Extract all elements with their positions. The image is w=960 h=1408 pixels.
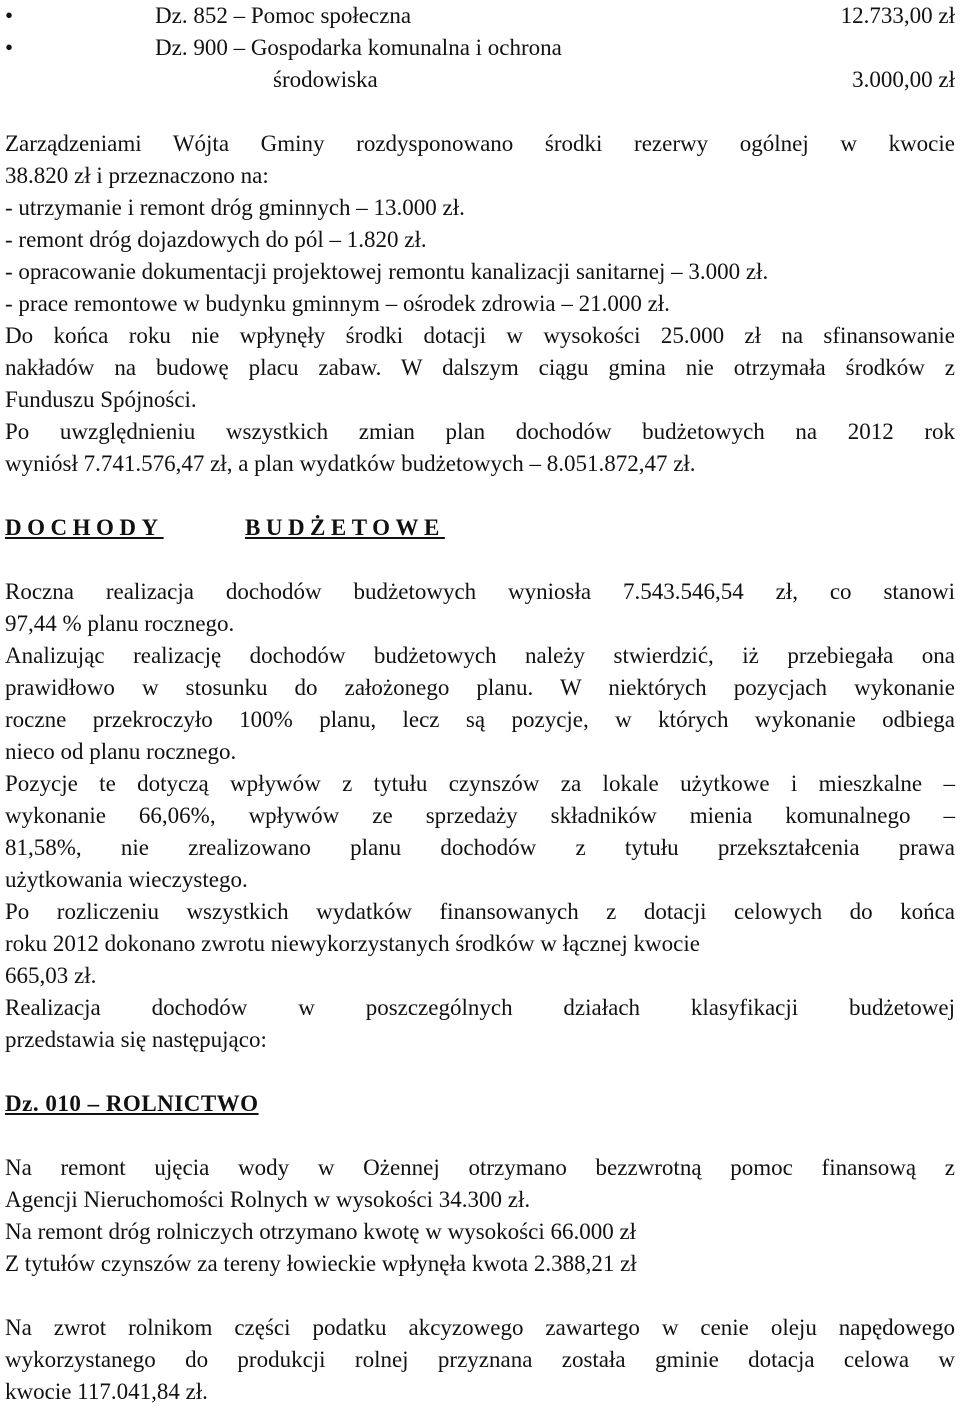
text-line: Po rozliczeniu wszystkich wydatków finansowanych z dotacji celowych do końca	[5, 899, 955, 924]
text-line: Zarządzeniami Wójta Gminy rozdysponowano środki rezerwy ogólnej w kwocie	[5, 131, 955, 156]
text-line: wykonanie 66,06%, wpływów ze sprzedaży składników mienia komunalnego –	[5, 803, 955, 828]
list-item	[5, 32, 955, 64]
list-item-label-continued: środowiska	[273, 67, 378, 92]
bullet-icon: •	[5, 3, 14, 28]
list-item	[5, 0, 955, 32]
bullet-icon: •	[5, 35, 14, 60]
text-line: roku 2012 dokonano zwrotu niewykorzystanych środków w łącznej kwocie	[5, 931, 700, 956]
text-line: Do końca roku nie wpłynęły środki dotacji w wysokości 25.000 zł na sfinansowanie	[5, 323, 955, 348]
section-heading-text: Dz. 010 – ROLNICTWO	[5, 1091, 259, 1116]
section-title-part: DOCHODY	[5, 515, 164, 540]
text-line: przedstawia się następująco:	[5, 1027, 267, 1052]
text-line: Na zwrot rolnikom części podatku akcyzowego zawartego w cenie oleju napędowego	[5, 1315, 955, 1340]
section-title-part: BUDŻETOWE	[245, 515, 445, 540]
text-line: 97,44 % planu rocznego.	[5, 611, 235, 636]
list-item-amount: 3.000,00 zł	[852, 67, 955, 92]
text-line: wyniósł 7.741.576,47 zł, a plan wydatków budżetowych – 8.051.872,47 zł.	[5, 451, 696, 476]
list-item-continuation	[5, 64, 955, 96]
text-line: wykorzystanego do produkcji rolnej przyznana została gminie dotacja celowa w	[5, 1347, 955, 1372]
text-line: - opracowanie dokumentacji projektowej remontu kanalizacji sanitarnej – 3.000 zł.	[5, 259, 769, 284]
section-heading	[5, 1088, 955, 1120]
text-line: kwocie 117.041,84 zł.	[5, 1379, 208, 1404]
text-line: Realizacja dochodów w poszczególnych działach klasyfikacji budżetowej	[5, 995, 955, 1020]
section-title	[5, 512, 955, 544]
text-line: nakładów na budowę placu zabaw. W dalszym ciągu gmina nie otrzymała środków z	[5, 355, 955, 380]
text-line: - utrzymanie i remont dróg gminnych – 13.000 zł.	[5, 195, 465, 220]
text-line: Na remont ujęcia wody w Ożennej otrzymano bezzwrotną pomoc finansową z	[5, 1155, 955, 1180]
text-line: - remont dróg dojazdowych do pól – 1.820 zł.	[5, 227, 427, 252]
list-item-label: Dz. 900 – Gospodarka komunalna i ochrona	[155, 35, 562, 60]
text-line: Roczna realizacja dochodów budżetowych wyniosła 7.543.546,54 zł, co stanowi	[5, 579, 955, 604]
text-line: Po uwzględnieniu wszystkich zmian plan dochodów budżetowych na 2012 rok	[5, 419, 955, 444]
text-line: 665,03 zł.	[5, 963, 97, 988]
text-line: 81,58%, nie zrealizowano planu dochodów z tytułu przekształcenia prawa	[5, 835, 955, 860]
list-item-label: Dz. 852 – Pomoc społeczna	[155, 3, 412, 28]
text-line: Analizując realizację dochodów budżetowych należy stwierdzić, iż przebiegała ona	[5, 643, 955, 668]
text-line: - prace remontowe w budynku gminnym – ośrodek zdrowia – 21.000 zł.	[5, 291, 670, 316]
text-line: Z tytułów czynszów za tereny łowieckie wpłynęła kwota 2.388,21 zł	[5, 1251, 637, 1276]
list-item-amount: 12.733,00 zł	[840, 3, 955, 28]
text-line: nieco od planu rocznego.	[5, 739, 237, 764]
text-line: Agencji Nieruchomości Rolnych w wysokości 34.300 zł.	[5, 1187, 531, 1212]
text-line: Na remont dróg rolniczych otrzymano kwotę w wysokości 66.000 zł	[5, 1219, 637, 1244]
text-line: Funduszu Spójności.	[5, 387, 197, 412]
text-line: 38.820 zł i przeznaczono na:	[5, 163, 269, 188]
text-line: użytkowania wieczystego.	[5, 867, 248, 892]
text-line: roczne przekroczyło 100% planu, lecz są pozycje, w których wykonanie odbiega	[5, 707, 955, 732]
text-line: Pozycje te dotyczą wpływów z tytułu czynszów za lokale użytkowe i mieszkalne –	[5, 771, 955, 796]
text-line: prawidłowo w stosunku do założonego planu. W niektórych pozycjach wykonanie	[5, 675, 955, 700]
